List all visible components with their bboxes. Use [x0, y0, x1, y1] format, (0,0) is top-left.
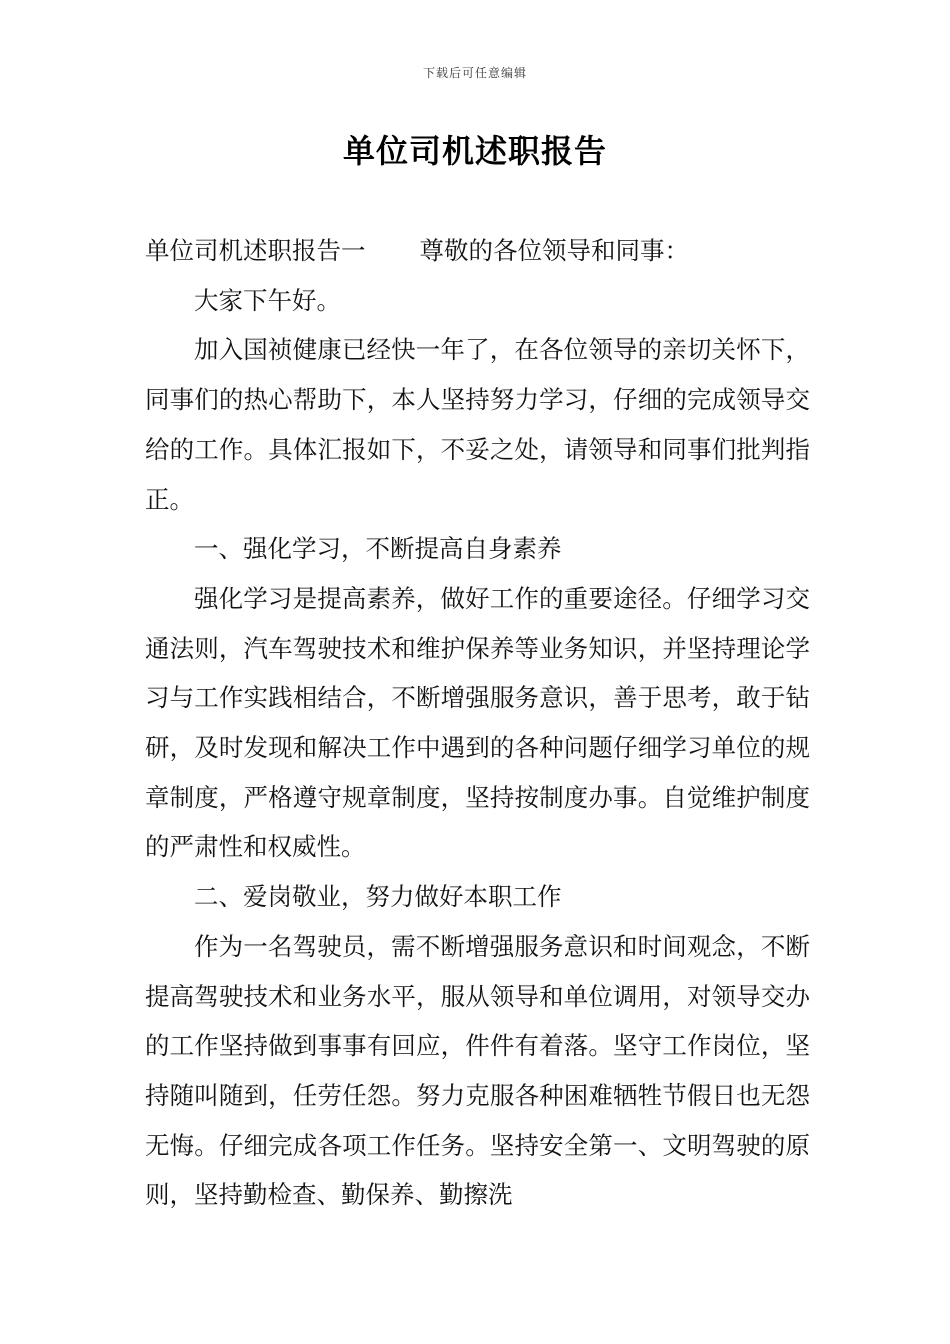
page-header-note: 下载后可任意编辑	[422, 66, 527, 80]
document-title: 单位司机述职报告	[342, 132, 607, 170]
paragraph-duty: 作为一名驾驶员，需不断增强服务意识和时间观念，不断提高驾驶技术和业务水平，服从领导和单位调用，对领导交办的工作坚持做到事事有回应，件件有着落。坚守工作岗位，坚持随叫随到，任劳任怨。努力克服各种困难牺牲节假日也无怨无悔。仔细完成各项工作任务。坚持安全第一、文明驾驶的原则，坚持勤检查、勤保养、勤擦洗	[145, 931, 810, 1210]
paragraph-study: 强化学习是提高素养，做好工作的重要途径。仔细学习交通法则，汽车驾驶技术和维护保养等业务知识，并坚持理论学习与工作实践相结合，不断增强服务意识，善于思考，敢于钻研，及时发现和解决工作中遇到的各种问题仔细学习单位的规章制度，严格遵守规章制度，坚持按制度办事。自觉维护制度的严肃性和权威性。	[145, 583, 810, 862]
salutation: 尊敬的各位领导和同事：	[419, 236, 689, 265]
document-body	[145, 226, 810, 1220]
section-heading-2: 二、爱岗敬业，努力做好本职工作	[194, 882, 562, 912]
greeting-paragraph: 大家下午好。	[194, 285, 341, 315]
intro-line	[145, 226, 810, 276]
section-heading-1: 一、强化学习，不断提高自身素养	[194, 534, 562, 564]
paragraph-opening: 加入国祯健康已经快一年了，在各位领导的亲切关怀下，同事们的热心帮助下，本人坚持努力学习，仔细的完成领导交给的工作。具体汇报如下，不妥之处，请领导和同事们批判指正。	[145, 335, 810, 514]
intro-report-label: 单位司机述职报告一	[145, 236, 366, 265]
